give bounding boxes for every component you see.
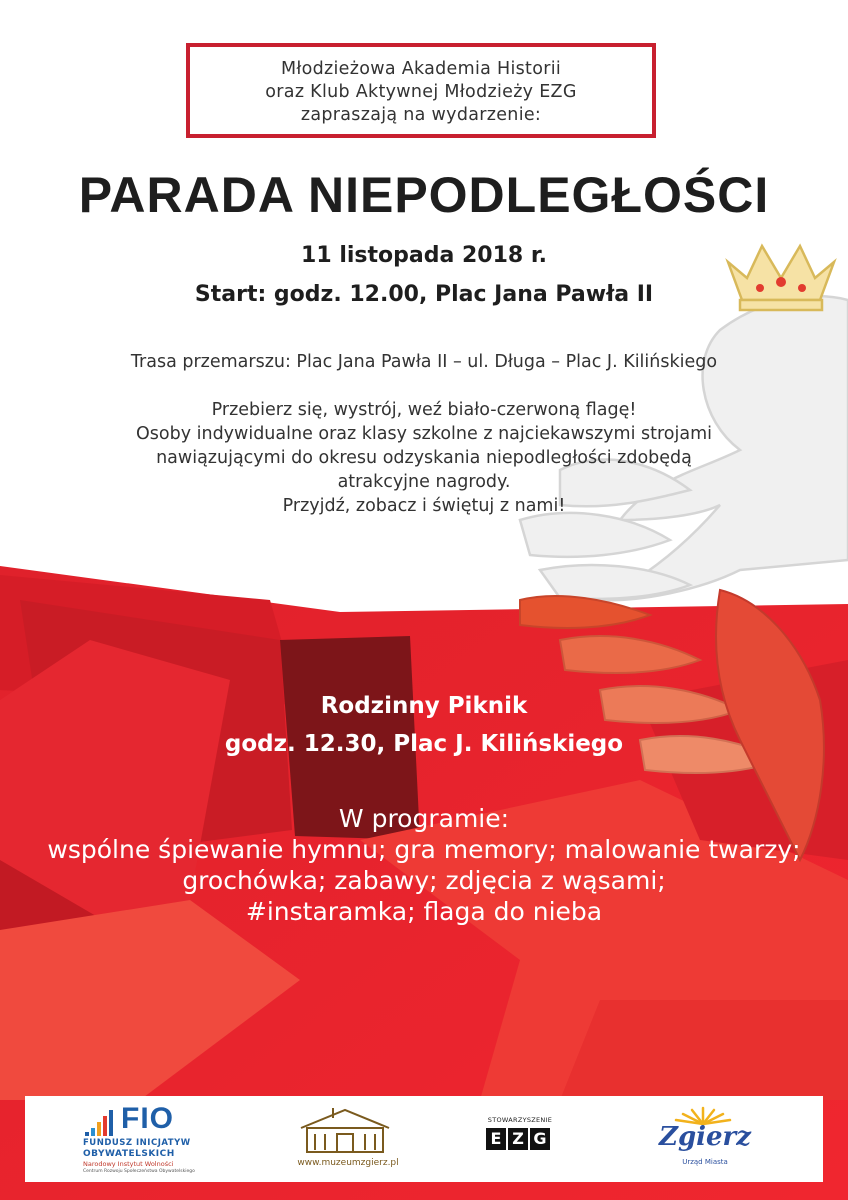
sponsor-logos xyxy=(25,1096,823,1182)
organizers-line-2: oraz Klub Aktywnej Młodzieży EZG xyxy=(265,82,577,102)
description-line: nawiązującymi do okresu odzyskania niepodległości zdobędą xyxy=(156,448,692,468)
fio-line-4: Centrum Rozwoju Społeczeństwa Obywatelskiego xyxy=(83,1169,195,1174)
equalizer-icon xyxy=(83,1106,123,1140)
event-start: Start: godz. 12.00, Plac Jana Pawła II xyxy=(194,282,654,307)
ezg-letter-e: E xyxy=(486,1128,506,1150)
ezg-top: STOWARZYSZENIE xyxy=(487,1116,553,1124)
ezg-letter-z: Z xyxy=(508,1128,528,1150)
description-line: Przyjdź, zobacz i świętuj z nami! xyxy=(282,496,566,516)
museum-url: www.muzeumzgierz.pl xyxy=(297,1158,399,1168)
organizers-line-1: Młodzieżowa Akademia Historii xyxy=(280,59,562,79)
zgierz-sub: Urząd Miasta xyxy=(682,1158,728,1166)
picnic-time: godz. 12.30, Plac J. Kilińskiego xyxy=(224,731,624,757)
program-line: #instaramka; flaga do nieba xyxy=(245,897,603,926)
description-line: atrakcyjne nagrody. xyxy=(337,472,511,492)
organizers-box xyxy=(186,43,656,138)
program-heading: W programie: xyxy=(338,804,510,833)
program-line: wspólne śpiewanie hymnu; gra memory; malowanie twarzy; xyxy=(47,835,801,864)
program-line: grochówka; zabawy; zdjęcia z wąsami; xyxy=(182,866,666,895)
picnic-title: Rodzinny Piknik xyxy=(320,693,528,719)
fio-line-2: OBYWATELSKICH xyxy=(83,1149,175,1159)
event-description xyxy=(40,398,808,518)
description-line: Osoby indywidualne oraz klasy szkolne z najciekawszymi strojami xyxy=(135,424,713,444)
fio-line-3: Narodowy Instytut Wolności xyxy=(83,1160,174,1168)
event-route: Trasa przemarszu: Plac Jana Pawła II – ul. Długa – Plac J. Kilińskiego xyxy=(130,352,718,372)
red-shard xyxy=(560,1000,848,1100)
ezg-letter-g: G xyxy=(530,1128,550,1150)
program-section xyxy=(0,803,848,927)
event-date: 11 listopada 2018 r. xyxy=(301,243,547,268)
organizers-line-3: zapraszają na wydarzenie: xyxy=(300,105,542,125)
zgierz-logo xyxy=(650,1096,760,1182)
ezg-letters xyxy=(486,1128,550,1150)
fio-line-1: FUNDUSZ INICJATYW xyxy=(83,1138,191,1148)
zgierz-name: Zgierz xyxy=(658,1122,752,1152)
event-title: PARADA NIEPODLEGŁOŚCI xyxy=(78,167,770,223)
description-line: Przebierz się, wystrój, weź biało-czerwoną flagę! xyxy=(211,400,637,420)
fio-mark: FIO xyxy=(121,1102,174,1135)
ezg-logo xyxy=(480,1096,560,1182)
fio-logo xyxy=(83,1096,243,1182)
museum-building-icon xyxy=(297,1106,393,1156)
museum-logo xyxy=(283,1096,413,1182)
